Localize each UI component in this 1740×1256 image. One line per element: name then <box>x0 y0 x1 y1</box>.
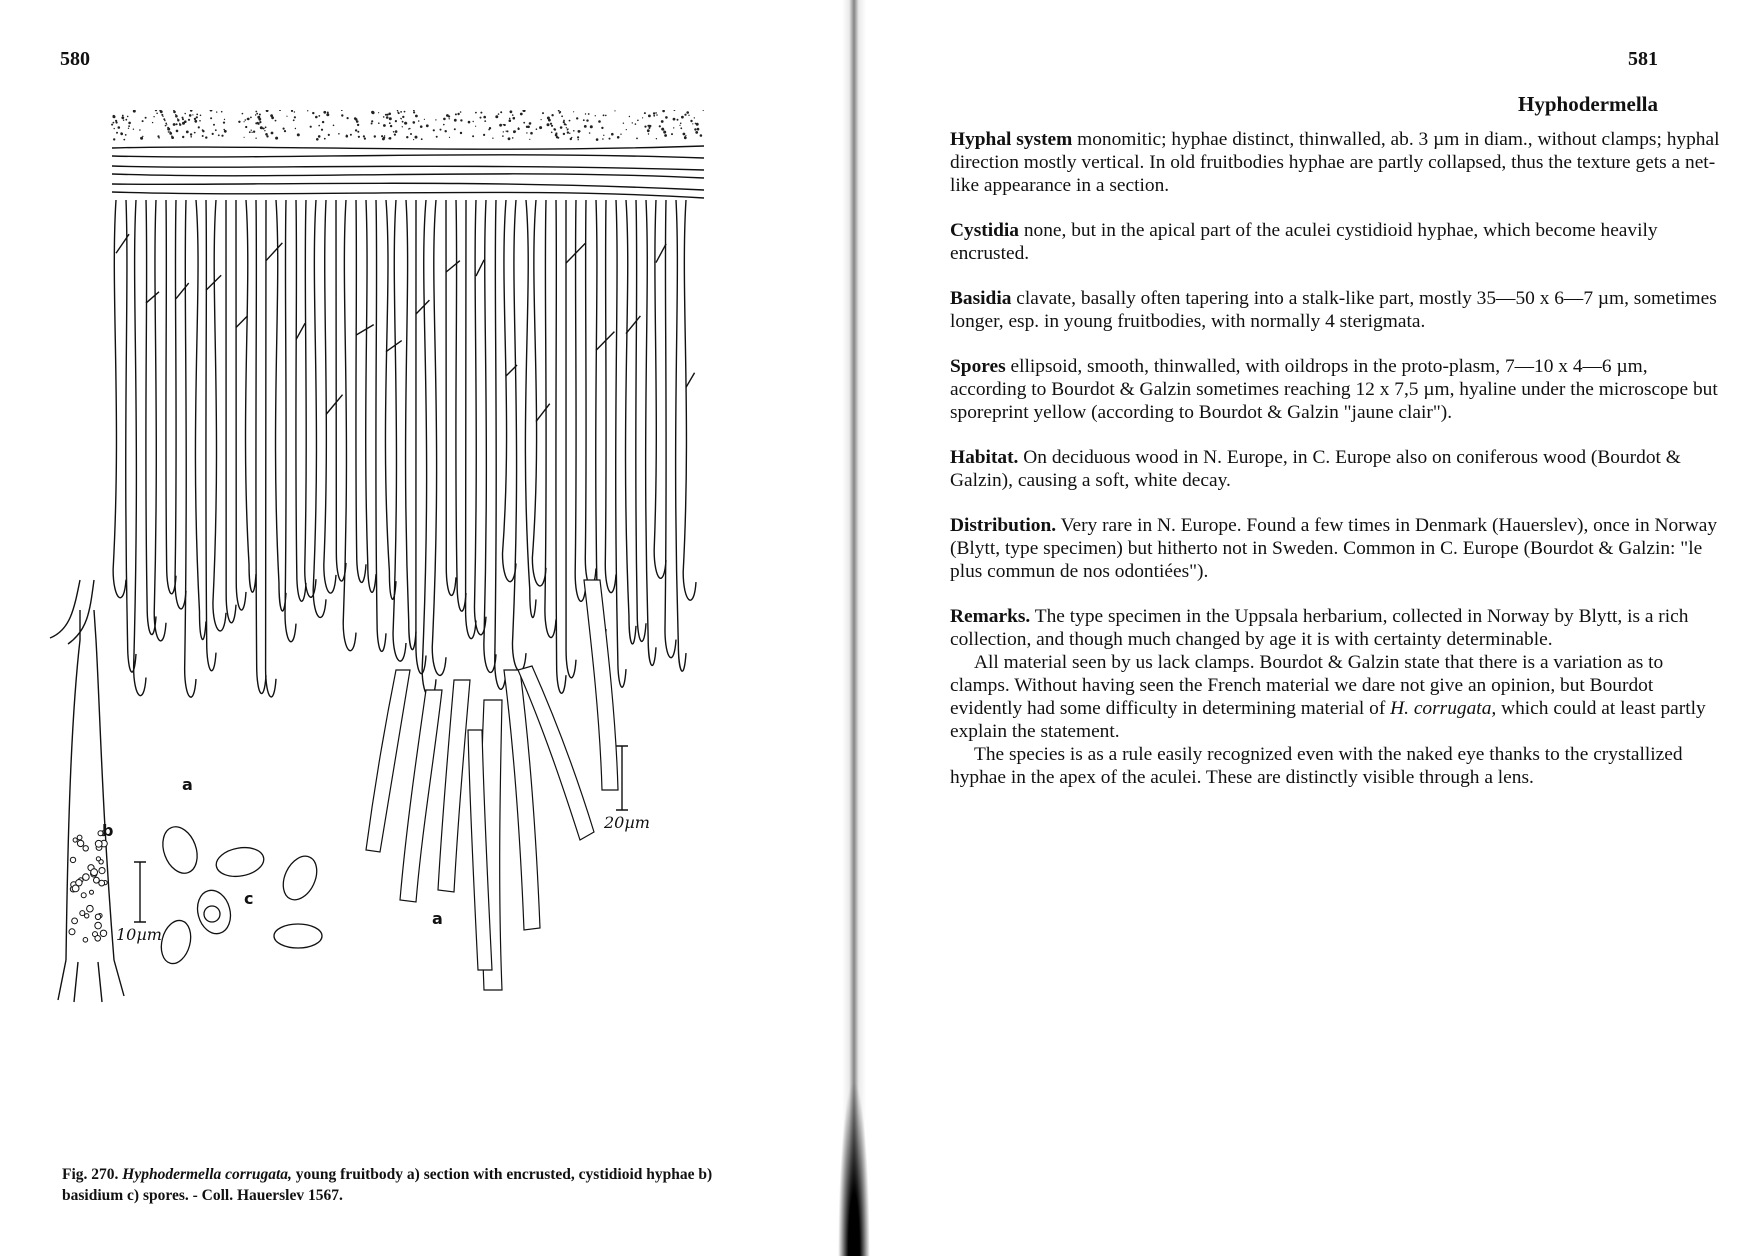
scale-label-10um: 10µm <box>116 925 162 944</box>
page-number-right: 581 <box>1628 48 1658 70</box>
remarks-first-text: The type specimen in the Uppsala herbarium, collected in Norway by Blytt, is a rich collection, and though much changed by age it is with certainty determinable. <box>950 606 1689 650</box>
figure-caption <box>62 1164 762 1206</box>
label-b: b <box>102 821 114 840</box>
paragraph-lead: Distribution. <box>950 515 1057 536</box>
caption-prefix: Fig. 270. <box>62 1166 119 1183</box>
remarks-second-text-b: which could at least partly explain the statement. <box>950 698 1706 742</box>
paragraph-body: none, but in the apical part of the aculei cystidioid hyphae, which become heavily encrusted. <box>950 220 1658 264</box>
caption-species: Hyphodermella corrugata, <box>122 1166 292 1183</box>
remarks-lead: Remarks. <box>950 606 1031 627</box>
stippled-substrate-layer <box>111 110 704 141</box>
paragraph-distribution <box>950 514 1720 583</box>
vertical-hyphae <box>113 200 696 697</box>
paragraph-lead: Hyphal system <box>950 129 1073 150</box>
paragraph-spores <box>950 355 1720 424</box>
caption-text: young fruitbody a) section with encrusted, cystidioid hyphae b) basidium c) spores. - Coll. Hauerslev 1567. <box>62 1166 713 1204</box>
paragraph-body: ellipsoid, smooth, thinwalled, with oildrops in the proto-plasm, 7—10 x 4—6 µm, according to Bourdot & Galzin sometimes reaching 12 x 7,5 µm, hyaline under the microscope but sporeprint yellow (according to Bourdot & Galzin "jaune clair"). <box>950 356 1718 423</box>
paragraph-lead: Basidia <box>950 288 1012 309</box>
remarks-third-text: The species is as a rule easily recognized even with the naked eye thanks to the crystallized hyphae in the apex of the aculei. These are distinctly visible through a lens. <box>950 744 1683 788</box>
description-text <box>950 128 1720 789</box>
paragraph-lead: Cystidia <box>950 220 1019 241</box>
remarks-species: H. corrugata, <box>1390 698 1497 719</box>
paragraph-body: monomitic; hyphae distinct, thinwalled, ab. 3 µm in diam., without clamps; hyphal direction mostly vertical. In old fruitbodies hyphae are partly collapsed, thus the texture gets a net-like appearance in a section. <box>950 129 1720 196</box>
spores-c-drawing <box>157 822 324 967</box>
paragraph-hyphal-system <box>950 128 1720 197</box>
remarks-second-text-a: All material seen by us lack clamps. Bourdot & Galzin state that there is a variation as to clamps. Without having seen the French material we dare not give an opinion, but Bourdot evidently had some difficulty in determining material of <box>950 652 1664 719</box>
paragraph-lead: Spores <box>950 356 1006 377</box>
encrusted-cystidioid-hyphae <box>366 580 618 990</box>
paragraph-basidia <box>950 287 1720 333</box>
paragraph-body: On deciduous wood in N. Europe, in C. Europe also on coniferous wood (Bourdot & Galzin), causing a soft, white decay. <box>950 447 1681 491</box>
label-c: c <box>244 889 254 908</box>
scale-label-20um: 20µm <box>604 813 650 832</box>
basal-hyphae <box>112 146 704 198</box>
paragraph-remarks <box>950 605 1720 789</box>
page-number-left: 580 <box>60 48 90 70</box>
remarks-second <box>950 651 1720 743</box>
scale-bar-10um <box>134 862 146 922</box>
paragraph-body: Very rare in N. Europe. Found a few times in Denmark (Hauerslev), once in Norway (Blytt, type specimen) but hitherto not in Sweden. Common in C. Europe (Bourdot & Galzin: "le plus commun de nos odontiées"). <box>950 515 1718 582</box>
paragraph-habitat <box>950 446 1720 492</box>
left-page <box>0 0 850 1256</box>
basidium-oildrops <box>69 831 107 942</box>
figure-illustration <box>44 110 784 1160</box>
right-page <box>850 0 1740 1256</box>
remarks-third <box>950 743 1720 789</box>
paragraph-lead: Habitat. <box>950 447 1019 468</box>
running-head: Hyphodermella <box>1518 92 1658 116</box>
label-a-lower: a <box>432 909 443 928</box>
paragraph-body: clavate, basally often tapering into a stalk-like part, mostly 35—50 x 6—7 µm, sometimes longer, esp. in young fruitbodies, with normally 4 sterigmata. <box>950 288 1717 332</box>
paragraph-cystidia <box>950 219 1720 265</box>
remarks-first <box>950 605 1720 651</box>
label-a-upper: a <box>182 775 193 794</box>
figure-270 <box>44 110 784 1160</box>
